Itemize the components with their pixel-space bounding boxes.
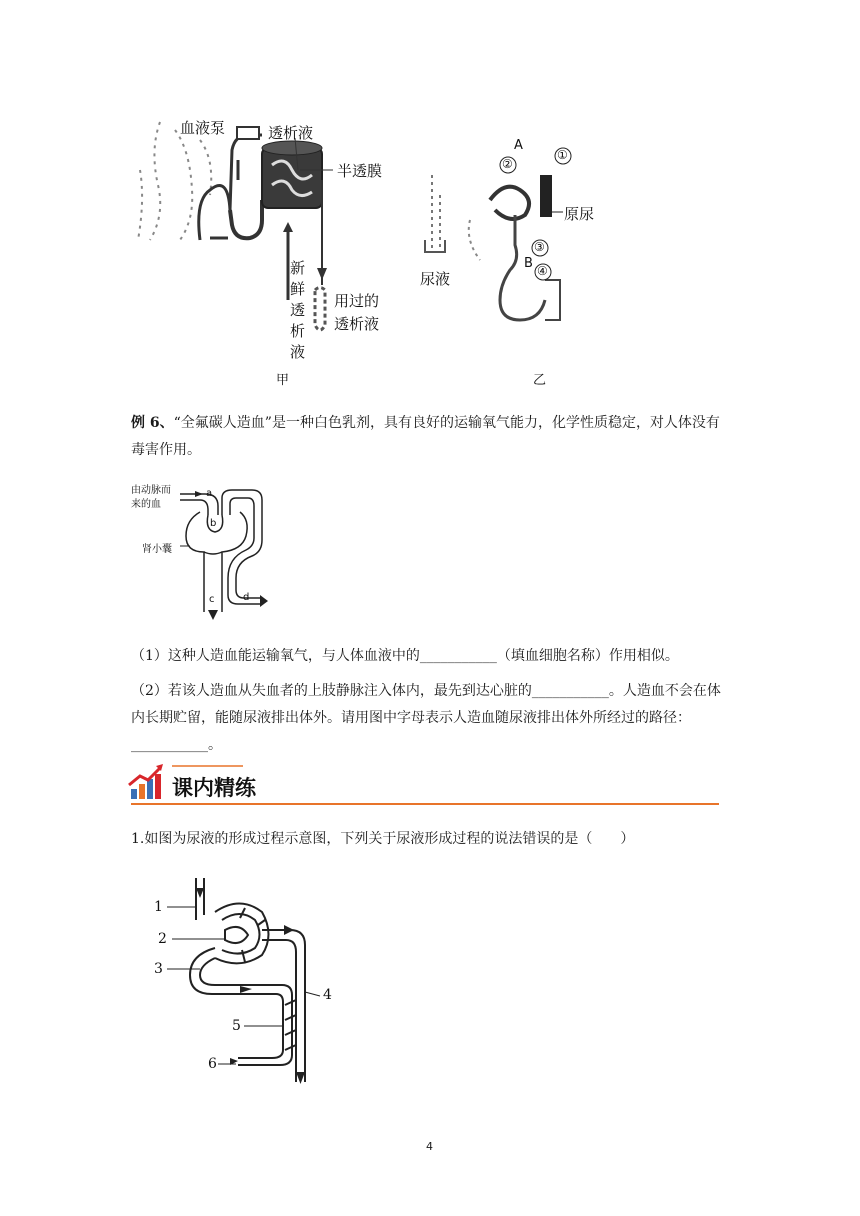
label-dialysate: 透析液 bbox=[268, 124, 314, 142]
label-fresh-dialysate-1: 新 bbox=[290, 259, 306, 277]
label-6: 6 bbox=[208, 1056, 217, 1072]
caption-jia: 甲 bbox=[276, 373, 290, 388]
label-a: a bbox=[206, 488, 213, 499]
page-number: 4 bbox=[426, 1140, 433, 1153]
label-yi-B: B bbox=[524, 256, 533, 271]
label-renal-capsule: 肾小囊 bbox=[142, 544, 172, 555]
label-2: 2 bbox=[158, 931, 167, 947]
example-6-label: 例 6、 bbox=[131, 415, 174, 431]
section-title: 课内精练 bbox=[172, 776, 256, 800]
label-fresh-dialysate-5: 液 bbox=[290, 343, 306, 361]
label-yi-2: ② bbox=[502, 157, 513, 171]
label-fresh-dialysate-3: 透 bbox=[290, 301, 306, 319]
label-5: 5 bbox=[232, 1018, 241, 1034]
label-yi-3: ③ bbox=[534, 240, 545, 254]
label-c: c bbox=[209, 594, 215, 605]
label-3: 3 bbox=[154, 961, 163, 977]
label-yi-1: ① bbox=[557, 148, 568, 162]
label-primary-urine: 原尿 bbox=[564, 205, 595, 223]
label-b: b bbox=[210, 518, 217, 529]
exercise-1: 1.如图为尿液的形成过程示意图，下列关于尿液形成过程的说法错误的是（ ） bbox=[131, 831, 635, 847]
example-6-text: “全氟碳人造血”是一种白色乳剂，具有良好的运输氧气能力，化学性质稳定，对人体没有毒害作用。 bbox=[131, 415, 720, 458]
label-from-artery-1: 由动脉而 bbox=[131, 485, 171, 496]
label-from-artery-2: 来的血 bbox=[131, 499, 161, 510]
label-1: 1 bbox=[154, 899, 163, 915]
caption-yi: 乙 bbox=[533, 373, 547, 388]
label-urine: 尿液 bbox=[420, 270, 451, 288]
question-2: （2）若该人造血从失血者的上肢静脉注入体内，最先到达心脏的___________。人造血不会在体内长期贮留，能随尿液排出体外。请用图中字母表示人造血随尿液排出体外所经过的路径：___________。 bbox=[131, 683, 721, 753]
label-d: d bbox=[243, 592, 250, 603]
label-blood-pump: 血液泵 bbox=[180, 119, 226, 137]
label-yi-4: ④ bbox=[537, 264, 548, 278]
label-used-dialysate-1: 用过的 bbox=[334, 292, 380, 310]
question-1: （1）这种人造血能运输氧气，与人体血液中的___________（填血细胞名称）作用相似。 bbox=[131, 648, 679, 664]
label-fresh-dialysate-4: 析 bbox=[290, 322, 306, 340]
label-fresh-dialysate-2: 鲜 bbox=[290, 280, 306, 298]
label-used-dialysate-2: 透析液 bbox=[334, 315, 380, 333]
label-yi-A: A bbox=[514, 138, 523, 153]
label-4: 4 bbox=[323, 987, 332, 1003]
label-semipermeable-membrane: 半透膜 bbox=[337, 162, 383, 180]
